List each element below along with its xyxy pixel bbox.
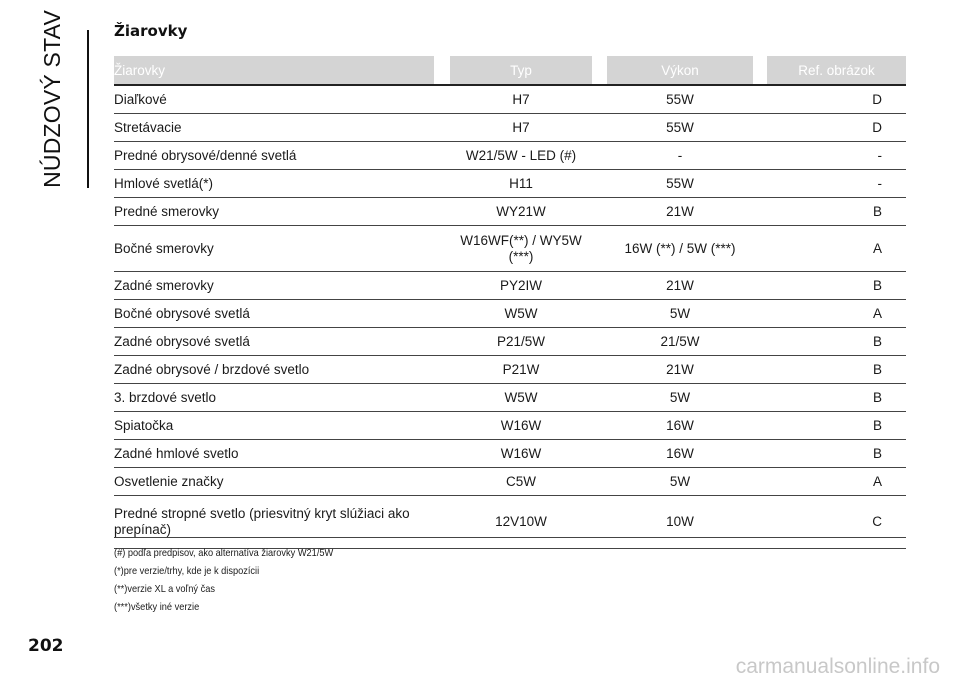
cell-bulb: Zadné smerovky	[114, 277, 214, 293]
cell-bulb: Stretávacie	[114, 119, 182, 135]
cell-bulb: Predné obrysové/denné svetlá	[114, 147, 297, 163]
cell-power: 21W	[666, 361, 694, 377]
table-row	[114, 114, 906, 142]
side-chapter-title: NÚDZOVÝ STAV	[38, 10, 65, 188]
header-bulbs: Žiarovky	[114, 56, 434, 84]
cell-bulb: Predné smerovky	[114, 203, 220, 219]
cell-type: PY2IW	[499, 277, 542, 293]
footnote: (***)všetky iné verzie	[114, 601, 200, 613]
cell-bulb: Hmlové svetlá(*)	[114, 175, 214, 191]
cell-type: C5W	[506, 473, 536, 489]
cell-bulb: Zadné obrysové svetlá	[114, 333, 250, 349]
table-row	[114, 468, 906, 496]
cell-type: H7	[512, 119, 530, 135]
cell-type: P21/5W	[496, 333, 546, 349]
table-row	[114, 328, 906, 356]
cell-ref: -	[877, 175, 882, 191]
cell-power: 5W	[669, 473, 691, 489]
footnote: (#) podľa predpisov, ako alternatíva žiarovky W21/5W	[114, 547, 334, 559]
table-header	[114, 56, 906, 86]
cell-type: W5W	[504, 305, 538, 321]
table-row	[114, 356, 906, 384]
table-row	[114, 300, 906, 328]
cell-type: 12V10W	[495, 514, 547, 529]
cell-power: 10W	[666, 514, 694, 529]
cell-type: P21W	[502, 361, 540, 377]
cell-power: 21W	[666, 203, 694, 219]
table-row	[114, 226, 906, 272]
cell-bulb: Osvetlenie značky	[114, 473, 224, 489]
table-row	[114, 170, 906, 198]
cell-type: WY21W	[496, 203, 546, 219]
footnote: (*)pre verzie/trhy, kde je k dispozícii	[114, 565, 260, 577]
cell-type: H7	[512, 91, 530, 107]
table-row	[114, 198, 906, 226]
cell-power: -	[677, 147, 683, 163]
cell-bulb: 3. brzdové svetlo	[114, 389, 217, 405]
header-power: Výkon	[607, 56, 753, 84]
cell-bulb: Bočné smerovky	[114, 240, 214, 256]
header-type: Typ	[450, 56, 592, 84]
table-body	[114, 86, 906, 549]
cell-power: 55W	[666, 91, 694, 107]
table-row	[114, 272, 906, 300]
bulb-table	[114, 56, 906, 549]
side-divider	[87, 30, 89, 188]
page-number: 202	[28, 636, 64, 656]
cell-type: W16W	[500, 445, 542, 461]
table-row	[114, 412, 906, 440]
cell-ref: B	[872, 333, 882, 349]
table-row	[114, 142, 906, 170]
table-row	[114, 384, 906, 412]
cell-ref: -	[877, 147, 882, 163]
header-ref: Ref. obrázok	[767, 56, 906, 84]
cell-ref: A	[872, 240, 882, 256]
cell-ref: B	[872, 417, 882, 433]
section-heading: Žiarovky	[114, 22, 188, 40]
cell-power: 5W	[669, 305, 691, 321]
cell-power: 16W	[666, 445, 694, 461]
cell-ref: B	[872, 389, 882, 405]
cell-ref: B	[872, 277, 882, 293]
table-bottom-rule	[114, 537, 906, 538]
footnotes	[114, 544, 363, 616]
cell-power: 16W	[666, 417, 694, 433]
cell-bulb: Predné stropné svetlo (priesvitný kryt slúžiaci ako prepínač)	[114, 506, 410, 537]
cell-ref: A	[872, 473, 882, 489]
cell-bulb: Zadné hmlové svetlo	[114, 445, 239, 461]
cell-power: 55W	[666, 119, 694, 135]
cell-power: 21/5W	[660, 333, 700, 349]
cell-ref: B	[872, 203, 882, 219]
cell-bulb: Spiatočka	[114, 417, 174, 433]
cell-bulb: Bočné obrysové svetlá	[114, 305, 250, 321]
cell-type: W16W	[500, 417, 542, 433]
watermark: carmanualsonline.info	[735, 655, 940, 678]
cell-ref: D	[872, 91, 882, 107]
table-row	[114, 496, 906, 549]
table-row	[114, 440, 906, 468]
cell-ref: D	[872, 119, 882, 135]
cell-type: W21/5W - LED (#)	[465, 147, 577, 163]
cell-ref: C	[872, 514, 882, 529]
cell-ref: B	[872, 361, 882, 377]
cell-power: 16W (**) / 5W (***)	[624, 240, 736, 256]
cell-type: W5W	[504, 389, 538, 405]
cell-power: 21W	[666, 277, 694, 293]
cell-power: 5W	[669, 389, 691, 405]
footnote: (**)verzie XL a voľný čas	[114, 583, 215, 595]
cell-ref: A	[872, 305, 882, 321]
cell-power: 55W	[666, 175, 694, 191]
cell-ref: B	[872, 445, 882, 461]
cell-type: W16WF(**) / WY5W (***)	[460, 232, 582, 264]
cell-bulb: Zadné obrysové / brzdové svetlo	[114, 361, 310, 377]
cell-type: H11	[509, 175, 533, 191]
table-row	[114, 86, 906, 114]
cell-bulb: Diaľkové	[114, 91, 167, 107]
